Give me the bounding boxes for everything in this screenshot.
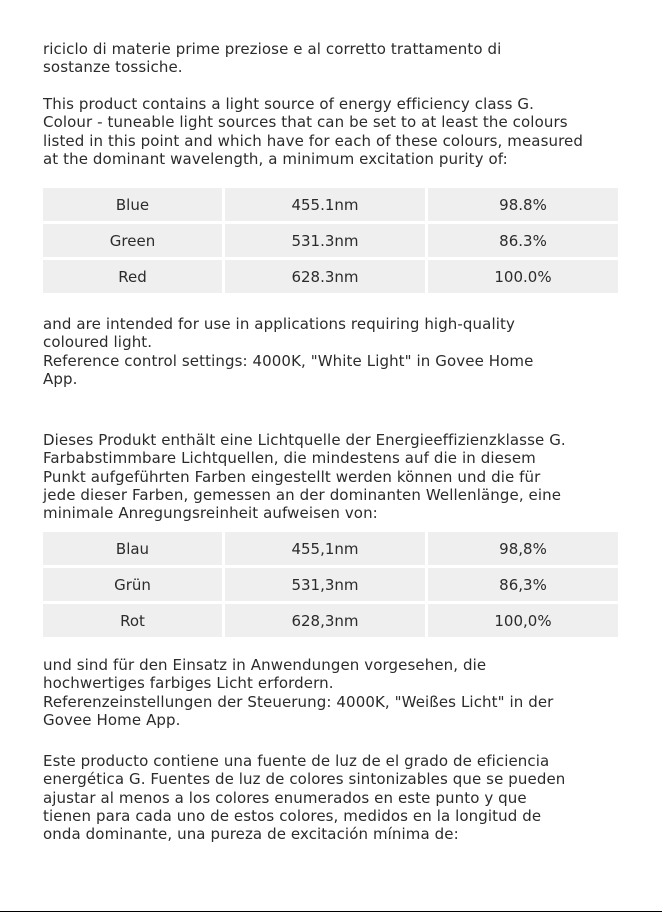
table-row xyxy=(43,568,618,604)
wavelength-cell: 531,3nm xyxy=(225,568,428,604)
text-line: Punkt aufgeführten Farben eingestellt werden können und die für xyxy=(43,467,541,486)
text-line: tienen para cada uno de estos colores, medidos en la longitud de xyxy=(43,806,542,825)
text-line: Dieses Produkt enthält eine Lichtquelle der Energieeffizienzklasse G. xyxy=(43,431,566,449)
purity-cell: 98.8% xyxy=(428,188,618,224)
text-line: Govee Home App. xyxy=(43,710,181,729)
color-cell: Blau xyxy=(43,532,225,568)
text-line: ajustar al menos a los colores enumerados en este punto y que xyxy=(43,788,527,807)
text-line: Referenzeinstellungen der Steuerung: 4000K, "Weißes Licht" in der xyxy=(43,692,554,711)
text-line: sostanze tossiche. xyxy=(43,58,183,77)
text-line: Farbabstimmbare Lichtquellen, die mindestens auf die in diesem xyxy=(43,449,536,468)
text-line: jede dieser Farben, gemessen an der dominanten Wellenlänge, eine xyxy=(43,485,562,504)
es-intro-text xyxy=(43,752,643,843)
wavelength-cell: 628.3nm xyxy=(225,260,428,293)
color-cell: Green xyxy=(43,224,225,260)
table-row xyxy=(43,604,618,637)
de-intro-text xyxy=(43,431,643,522)
text-line: App. xyxy=(43,369,78,388)
purity-cell: 86.3% xyxy=(428,224,618,260)
color-cell: Grün xyxy=(43,568,225,604)
text-line: This product contains a light source of energy efficiency class G. xyxy=(43,95,534,113)
table-row xyxy=(43,260,618,293)
en-intro-text xyxy=(43,95,643,168)
purity-cell: 100,0% xyxy=(428,604,618,637)
text-line: und sind für den Einsatz in Anwendungen vorgesehen, die xyxy=(43,656,487,674)
wavelength-cell: 531.3nm xyxy=(225,224,428,260)
table-row xyxy=(43,224,618,260)
text-line: listed in this point and which have for each of these colours, measured xyxy=(43,131,584,150)
text-line: at the dominant wavelength, a minimum excitation purity of: xyxy=(43,149,508,168)
text-line: onda dominante, una pureza de excitación mínima de: xyxy=(43,825,459,844)
table-row xyxy=(43,188,618,224)
purity-cell: 86,3% xyxy=(428,568,618,604)
de-color-purity-table xyxy=(43,532,618,637)
en-outro-text xyxy=(43,315,643,388)
text-line: energética G. Fuentes de luz de colores sintonizables que se pueden xyxy=(43,770,566,789)
text-line: Colour - tuneable light sources that can be set to at least the colours xyxy=(43,113,568,132)
text-line: minimale Anregungsreinheit aufweisen von: xyxy=(43,504,378,523)
color-cell: Red xyxy=(43,260,225,293)
wavelength-cell: 628,3nm xyxy=(225,604,428,637)
purity-cell: 98,8% xyxy=(428,532,618,568)
text-line: and are intended for use in applications requiring high-quality xyxy=(43,315,515,333)
text-line: coloured light. xyxy=(43,333,153,352)
wavelength-cell: 455,1nm xyxy=(225,532,428,568)
color-cell: Rot xyxy=(43,604,225,637)
de-outro-text xyxy=(43,656,643,729)
purity-cell: 100.0% xyxy=(428,260,618,293)
en-color-purity-table xyxy=(43,188,618,293)
wavelength-cell: 455.1nm xyxy=(225,188,428,224)
text-line: Reference control settings: 4000K, "White Light" in Govee Home xyxy=(43,351,534,370)
text-line: Este producto contiene una fuente de luz de el grado de eficiencia xyxy=(43,752,550,770)
table-row xyxy=(43,532,618,568)
color-cell: Blue xyxy=(43,188,225,224)
text-line: riciclo di materie prime preziose e al corretto trattamento di xyxy=(43,40,502,58)
page-bottom-rule xyxy=(0,911,662,912)
text-line: hochwertiges farbiges Licht erfordern. xyxy=(43,674,334,693)
it-disposal-text xyxy=(43,40,643,77)
